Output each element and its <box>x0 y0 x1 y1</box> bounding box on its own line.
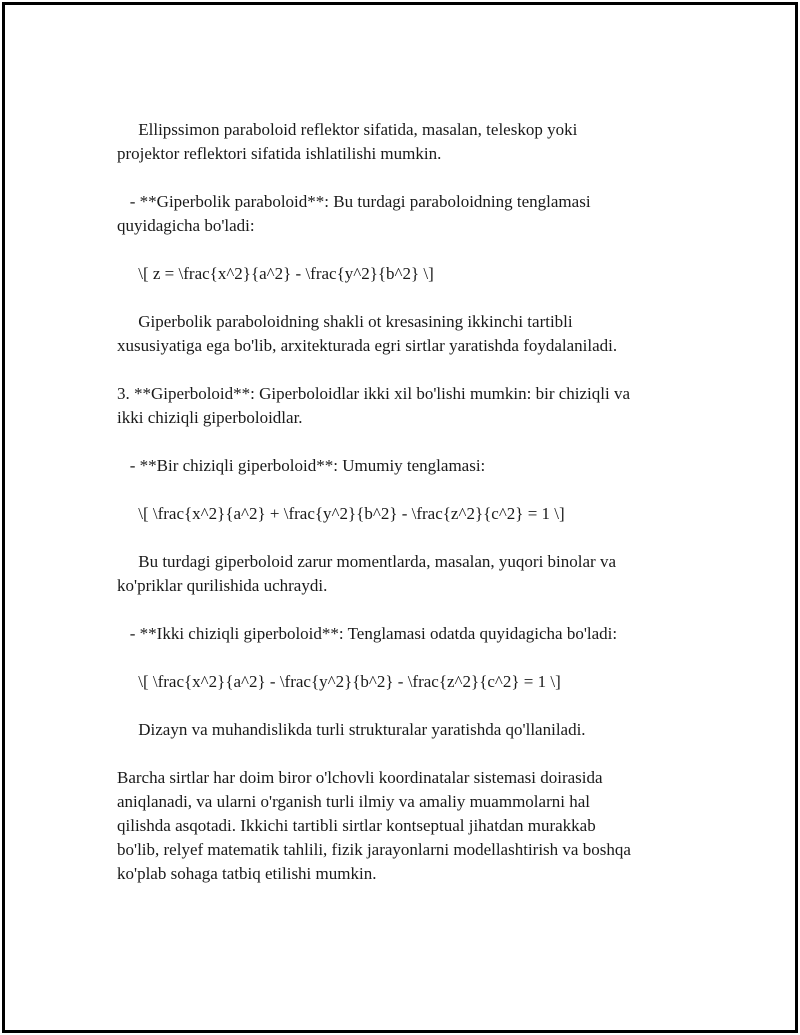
paragraph-gap <box>117 286 687 310</box>
paragraph-gap <box>117 598 687 622</box>
paragraph-hyperboloid-heading: 3. **Giperboloid**: Giperboloidlar ikki xil bo'lishi mumkin: bir chiziqli va ikki chiziqli giperboloidlar. <box>117 384 631 427</box>
paragraph-hyperbolic-paraboloid-usage: Giperbolik paraboloidning shakli ot kresasining ikkinchi tartibli xususiyatiga ega bo'lib, arxitekturada egri sirtlar yaratishda foydalaniladi. <box>117 312 618 355</box>
document-body <box>117 118 687 886</box>
paragraph-hyperbolic-paraboloid-heading: - **Giperbolik paraboloid**: Bu turdagi paraboloidning tenglamasi quyidagicha bo'ladi: <box>117 192 591 235</box>
equation-two-sheet-hyperboloid: \[ \frac{x^2}{a^2} - \frac{y^2}{b^2} - \frac{z^2}{c^2} = 1 \] <box>117 672 561 691</box>
equation-one-sheet-hyperboloid: \[ \frac{x^2}{a^2} + \frac{y^2}{b^2} - \frac{z^2}{c^2} = 1 \] <box>117 504 565 523</box>
paragraph-gap <box>117 694 687 718</box>
paragraph-conclusion: Barcha sirtlar har doim biror o'lchovli koordinatalar sistemasi doirasida aniqlanadi, va ularni o'rganish turli ilmiy va amaliy muammolarni hal qilishda asqotadi. Ikkichi tartibli sirtlar kontseptual jihatdan murakkab bo'lib, relyef matematik tahlili, fizik jarayonlarni modellashtirish va boshqa ko'plab sohaga tatbiq etilishi mumkin. <box>117 768 631 883</box>
paragraph-gap <box>117 166 687 190</box>
paragraph-gap <box>117 238 687 262</box>
paragraph-one-sheet-hyperboloid-heading: - **Bir chiziqli giperboloid**: Umumiy tenglamasi: <box>117 456 486 475</box>
paragraph-gap <box>117 526 687 550</box>
paragraph-gap <box>117 430 687 454</box>
paragraph-gap <box>117 742 687 766</box>
paragraph-gap <box>117 478 687 502</box>
paragraph-two-sheet-hyperboloid-usage: Dizayn va muhandislikda turli strukturalar yaratishda qo'llaniladi. <box>117 720 586 739</box>
paragraph-gap <box>117 646 687 670</box>
paragraph-two-sheet-hyperboloid-heading: - **Ikki chiziqli giperboloid**: Tenglamasi odatda quyidagicha bo'ladi: <box>117 624 618 643</box>
equation-hyperbolic-paraboloid: \[ z = \frac{x^2}{a^2} - \frac{y^2}{b^2} \] <box>117 264 434 283</box>
paragraph-gap <box>117 358 687 382</box>
paragraph-one-sheet-hyperboloid-usage: Bu turdagi giperboloid zarur momentlarda, masalan, yuqori binolar va ko'priklar qurilishida uchraydi. <box>117 552 617 595</box>
paragraph-ellipsoid-paraboloid-usage: Ellipssimon paraboloid reflektor sifatida, masalan, teleskop yoki projektor reflektori sifatida ishlatilishi mumkin. <box>117 120 578 163</box>
